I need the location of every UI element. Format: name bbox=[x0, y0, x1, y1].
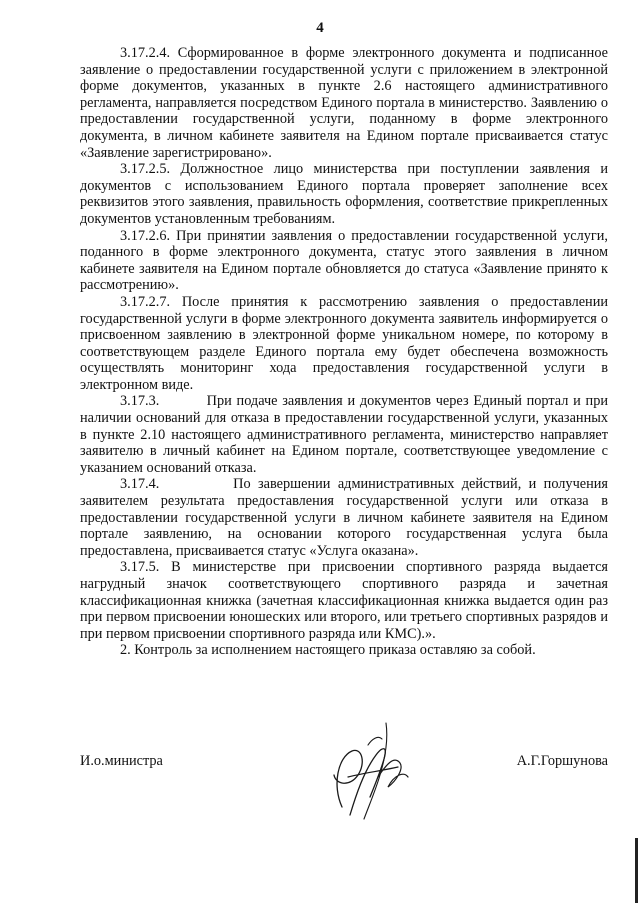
signature-block bbox=[0, 715, 640, 835]
signatory-position: И.о.министра bbox=[80, 753, 163, 769]
document-body bbox=[80, 45, 608, 659]
signatory-name: А.Г.Горшунова bbox=[516, 753, 608, 769]
paragraph-3-17-4: 3.17.4. По завершении административных действий, и получения заявителем результата предоставления государственной услуги или отказа в предоставлении государственной услуги в личном кабинете заявителя на Едином портале заявлению, на основании которого государственная услуга была предоставлена, присваивается статус «Услуга оказана». bbox=[80, 476, 608, 559]
paragraph-3-17-5: 3.17.5. В министерстве при присвоении спортивного разряда выдается нагрудный значок соответствующего спортивного разряда и зачетная классификационная книжка (зачетная классификационная книжка выдается один раз при первом присвоении юношеских или второго, или третьего спортивных разрядов и при первом присвоении спортивного разряда или КМС).». bbox=[80, 559, 608, 642]
paragraph-3-17-2-7: 3.17.2.7. После принятия к рассмотрению заявления о предоставлении государственной услуги в форме электронного документа заявитель информируется о присвоенном заявлению в электронной форме уникальном номере, по которому в соответствующем разделе Единого портала ему будет обеспечена возможность осуществлять мониторинг хода предоставления государственной услуги в электронном виде. bbox=[80, 293, 608, 393]
page-number: 4 bbox=[316, 20, 324, 36]
handwritten-signature bbox=[308, 715, 418, 825]
paragraph-3-17-2-6: 3.17.2.6. При принятии заявления о предоставлении государственной услуги, поданного в форме электронного документа, статус этого заявления в личном кабинете заявителя на Едином портале обновляется до статуса «Заявление принято к рассмотрению». bbox=[80, 227, 608, 294]
paragraph-3-17-2-4: 3.17.2.4. Сформированное в форме электронного документа и подписанное заявление о предоставлении государственной услуги с приложением в электронной форме документов, указанных в пункте 2.6 настоящего административного регламента, направляется посредством Единого портала в министерство. Заявлению о предоставлении государственной услуги, поданному в форме электронного документа, в личном кабинете заявителя на Едином портале присваивается статус «Заявление зарегистрировано». bbox=[80, 45, 608, 161]
paragraph-3-17-2-5: 3.17.2.5. Должностное лицо министерства при поступлении заявления и документов с использованием Единого портала проверяет заполнение всех реквизитов этого заявления, правильность оформления, соответствие прикрепленных документов установленным требованиям. bbox=[80, 161, 608, 227]
scan-edge-shadow bbox=[635, 838, 638, 903]
paragraph-control-clause: 2. Контроль за исполнением настоящего приказа оставляю за собой. bbox=[120, 642, 536, 659]
paragraph-3-17-3: 3.17.3. При подаче заявления и документов через Единый портал и при наличии оснований для отказа в предоставлении государственной услуги, указанных в пункте 2.10 настоящего административного регламента, министерство направляет заявителю в личный кабинет на Едином портале, соответствующее уведомление с указанием оснований отказа. bbox=[80, 393, 608, 476]
